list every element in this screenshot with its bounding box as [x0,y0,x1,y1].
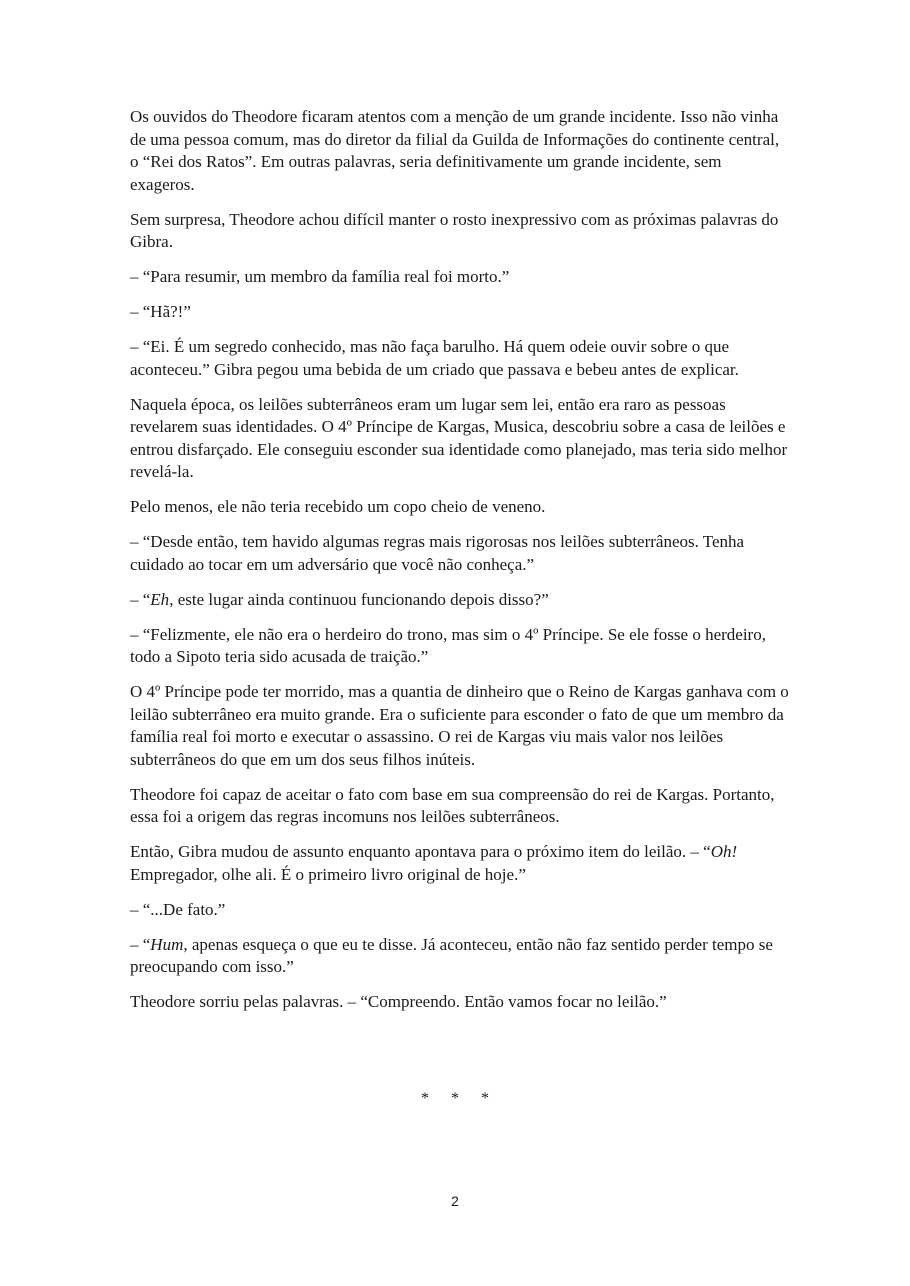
paragraph-text: – “Felizmente, ele não era o herdeiro do trono, mas sim o 4º Príncipe. Se ele fosse o herdeiro, todo a Sipoto teria sido acusada de traição.” [130,624,766,666]
document-body [130,106,790,1026]
italic-text: Eh [150,589,170,609]
paragraph [130,934,790,979]
paragraph-text: Theodore sorriu pelas palavras. – “Compreendo. Então vamos focar no leilão.” [130,992,667,1011]
paragraph [130,209,790,254]
italic-text: Hum [150,934,184,954]
paragraph-text: – “Hã?!” [130,302,191,321]
paragraph-text: – “ [130,589,151,609]
paragraph-text: Theodore foi capaz de aceitar o fato com base em sua compreensão do rei de Kargas. Portanto, essa foi a origem das regras incomuns nos leilões subterrâneos. [130,784,775,826]
paragraph [130,336,790,381]
paragraph [130,841,790,886]
paragraph-text: – “Desde então, tem havido algumas regras mais rigorosas nos leilões subterrâneos. Tenha cuidado ao tocar em um adversário que você não conheça.” [130,532,745,574]
paragraph [130,531,790,576]
paragraph-text: Empregador, olhe ali. É o primeiro livro original de hoje.” [130,864,526,884]
paragraph-text: – “Ei. É um segredo conhecido, mas não faça barulho. Há quem odeie ouvir sobre o que aconteceu.” Gibra pegou uma bebida de um criado que passava e bebeu antes de explicar. [130,337,739,379]
paragraph-text: Sem surpresa, Theodore achou difícil manter o rosto inexpressivo com as próximas palavras do Gibra. [130,209,779,251]
paragraph [130,681,790,771]
paragraph [130,301,790,324]
paragraph [130,266,790,289]
paragraph [130,899,790,922]
paragraph [130,106,790,196]
paragraph [130,784,790,829]
paragraph-text: Pelo menos, ele não teria recebido um copo cheio de veneno. [130,497,546,516]
paragraph-text: – “ [130,934,151,954]
paragraph [130,394,790,484]
paragraph-text: , este lugar ainda continuou funcionando depois disso?” [169,589,549,609]
paragraph [130,991,790,1014]
paragraph [130,589,790,612]
paragraph [130,624,790,669]
paragraph-text: – “Para resumir, um membro da família real foi morto.” [130,267,510,286]
paragraph-text: Então, Gibra mudou de assunto enquanto apontava para o próximo item do leilão. – “ [130,842,711,861]
paragraph-text: O 4º Príncipe pode ter morrido, mas a quantia de dinheiro que o Reino de Kargas ganhava com o leilão subterrâneo era muito grande. Era o suficiente para esconder o fato de que um membro da família real foi morto e executar o assassino. O rei de Kargas viu mais valor nos leilões subterrâneos do que em um dos seus filhos inúteis. [130,682,789,769]
scene-separator: * * * [421,1090,489,1107]
paragraph-text: – “...De fato.” [130,899,226,919]
page-number: 2 [451,1193,459,1209]
paragraph [130,496,790,519]
paragraph-text: Os ouvidos do Theodore ficaram atentos com a menção de um grande incidente. Isso não vinha de uma pessoa comum, mas do diretor da filial da Guilda de Informações do continente central, o “Rei dos Ratos”. Em outras palavras, seria definitivamente um grande incidente, sem exageros. [130,107,780,194]
paragraph-text: , apenas esqueça o que eu te disse. Já aconteceu, então não faz sentido perder tempo se preocupando com isso.” [130,934,773,976]
italic-text: Oh! [710,842,738,861]
paragraph-text: Naquela época, os leilões subterrâneos eram um lugar sem lei, então era raro as pessoas revelarem suas identidades. O 4º Príncipe de Kargas, Musica, descobriu sobre a casa de leilões e entrou disfarçado. Ele conseguiu esconder sua identidade como planejado, mas teria sido melhor revelá-la. [130,394,788,481]
